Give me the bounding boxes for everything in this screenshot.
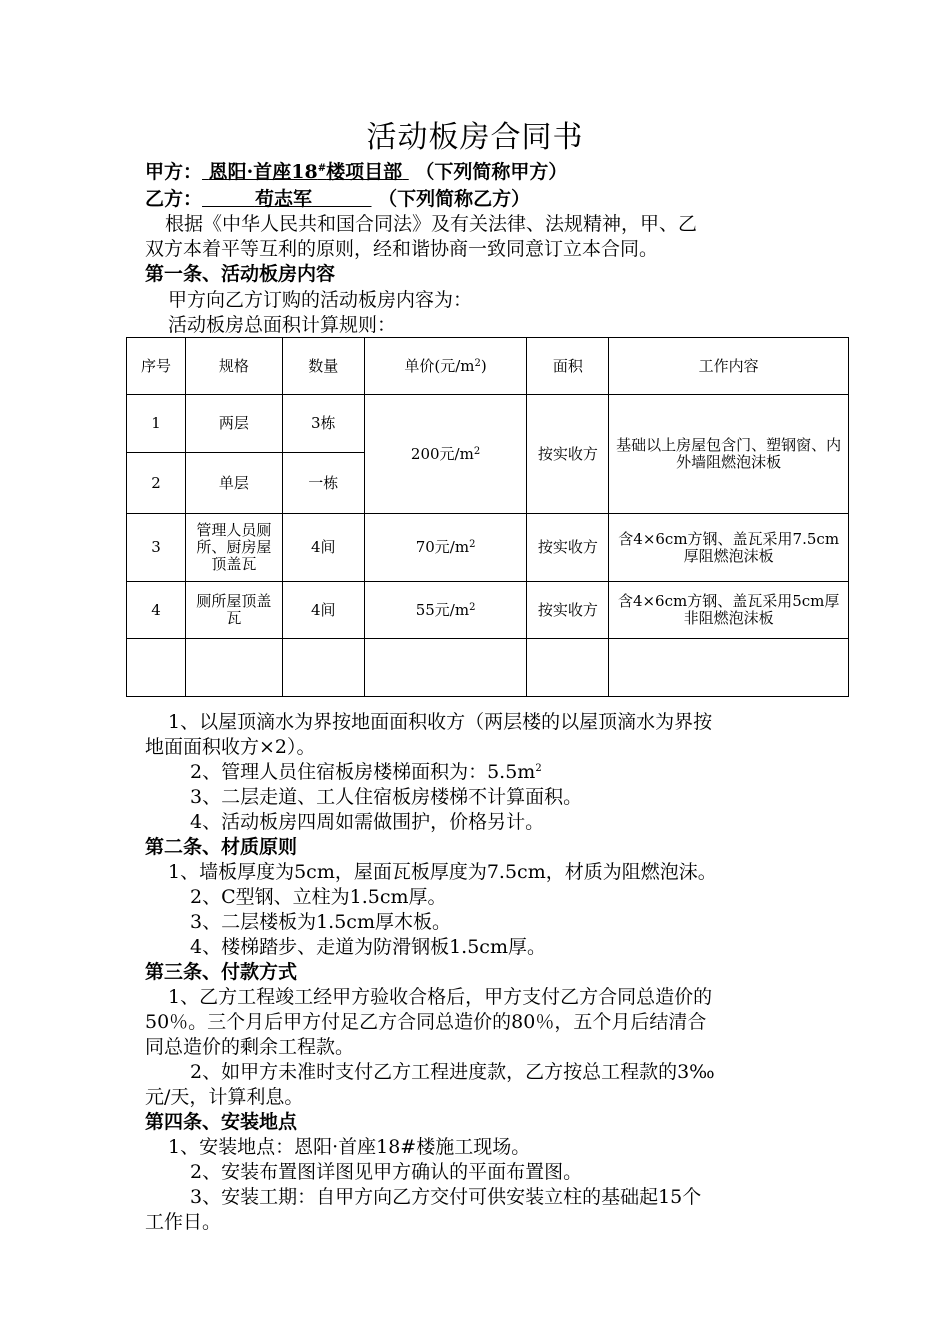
party-a-note: （下列简称甲方） — [415, 161, 568, 183]
table-row — [127, 514, 849, 582]
section-4-heading: 第四条、安装地点 — [145, 1111, 298, 1133]
header-price: 单价(元$/m^2$) — [364, 338, 527, 395]
s3-line-3: 同总造价的剩余工程款。 — [145, 1036, 355, 1058]
s3-line-4: 2、如甲方未准时支付乙方工程进度款，乙方按总工程款的3‰ — [190, 1061, 715, 1083]
s2-item-3: 3、二层楼板为1.5cm厚木板。 — [190, 911, 451, 933]
row4-price: 55元$/m^2$ — [364, 582, 527, 639]
merged-area: 按实收方 — [527, 395, 609, 514]
row2-spec: 单层 — [185, 453, 282, 514]
row1-spec: 两层 — [185, 395, 282, 453]
section-1-heading: 第一条、活动板房内容 — [145, 263, 336, 285]
rule-2: 2、管理人员住宿板房楼梯面积为：$5.5m^2$ — [190, 761, 542, 783]
party-b-name: 苟志军 — [254, 188, 312, 210]
party-a-line — [145, 160, 567, 184]
rule-1-line-2: 地面面积收方×2）。 — [145, 736, 316, 758]
s4-line-1: 1、安装地点：恩阳·首座18#楼施工现场。 — [168, 1136, 531, 1158]
rule-1-line-1: 1、以屋顶滴水为界按地面面积收方（两层楼的以屋顶滴水为界按 — [168, 711, 713, 733]
s4-line-2: 2、安装布置图详图见甲方确认的平面布置图。 — [190, 1161, 583, 1183]
row3-work: 含4×6cm方钢、盖瓦采用7.5cm厚阻燃泡沫板 — [609, 514, 849, 582]
party-b-line — [145, 187, 530, 211]
party-a-name: 恩阳·首座18#楼项目部 — [208, 161, 403, 183]
header-qty: 数量 — [282, 338, 364, 395]
s3-line-2: 50％。三个月后甲方付足乙方合同总造价的80％，五个月后结清合 — [145, 1011, 707, 1033]
s3-line-1: 1、乙方工程竣工经甲方验收合格后，甲方支付乙方合同总造价的 — [168, 986, 713, 1008]
header-area: 面积 — [527, 338, 609, 395]
row2-qty: 一栋 — [282, 453, 364, 514]
intro-line-2: 双方本着平等互利的原则，经和谐协商一致同意订立本合同。 — [145, 238, 659, 260]
row3-area: 按实收方 — [527, 514, 609, 582]
row1-no: 1 — [127, 395, 186, 453]
row4-qty: 4间 — [282, 582, 364, 639]
table-row — [127, 395, 849, 453]
spec-table — [126, 337, 849, 697]
row4-spec: 厕所屋顶盖瓦 — [185, 582, 282, 639]
s2-item-4: 4、楼梯踏步、走道为防滑钢板1.5cm厚。 — [190, 936, 546, 958]
s4-line-3: 3、安装工期：自甲方向乙方交付可供安装立柱的基础起15个 — [190, 1186, 702, 1208]
table-header-row — [127, 338, 849, 395]
document-title: 活动板房合同书 — [366, 120, 584, 155]
section-1-p1: 甲方向乙方订购的活动板房内容为： — [168, 289, 473, 311]
s2-item-1: 1、墙板厚度为5cm，屋面瓦板厚度为7.5cm，材质为阻燃泡沫。 — [168, 861, 717, 883]
rule-3: 3、二层走道、工人住宿板房楼梯不计算面积。 — [190, 786, 583, 808]
party-b-note: （下列简称乙方） — [378, 188, 531, 210]
merged-work: 基础以上房屋包含门、塑钢窗、内外墙阻燃泡沫板 — [609, 395, 849, 514]
section-3-heading: 第三条、付款方式 — [145, 961, 298, 983]
section-1-p2: 活动板房总面积计算规则： — [168, 314, 397, 336]
section-2-heading: 第二条、材质原则 — [145, 836, 298, 858]
header-no: 序号 — [127, 338, 186, 395]
row3-qty: 4间 — [282, 514, 364, 582]
intro-line-1: 根据《中华人民共和国合同法》及有关法律、法规精神，甲、乙 — [165, 213, 698, 235]
s3-line-5: 元/天，计算利息。 — [145, 1086, 304, 1108]
header-spec: 规格 — [185, 338, 282, 395]
s2-item-2: 2、C型钢、立柱为1.5cm厚。 — [190, 886, 447, 908]
row1-qty: 3栋 — [282, 395, 364, 453]
row2-no: 2 — [127, 453, 186, 514]
table-row-empty — [127, 639, 849, 697]
header-work: 工作内容 — [609, 338, 849, 395]
party-a-label: 甲方： — [145, 161, 203, 183]
row4-area: 按实收方 — [527, 582, 609, 639]
row3-no: 3 — [127, 514, 186, 582]
party-b-label: 乙方： — [145, 188, 203, 210]
table-row — [127, 582, 849, 639]
s4-line-4: 工作日。 — [145, 1211, 222, 1233]
row3-price: 70元$/m^2$ — [364, 514, 527, 582]
row4-work: 含4×6cm方钢、盖瓦采用5cm厚非阻燃泡沫板 — [609, 582, 849, 639]
rule-4: 4、活动板房四周如需做围护，价格另计。 — [190, 811, 545, 833]
row3-spec: 管理人员厕所、厨房屋顶盖瓦 — [185, 514, 282, 582]
row4-no: 4 — [127, 582, 186, 639]
merged-price: 200元$/m^2$ — [364, 395, 527, 514]
